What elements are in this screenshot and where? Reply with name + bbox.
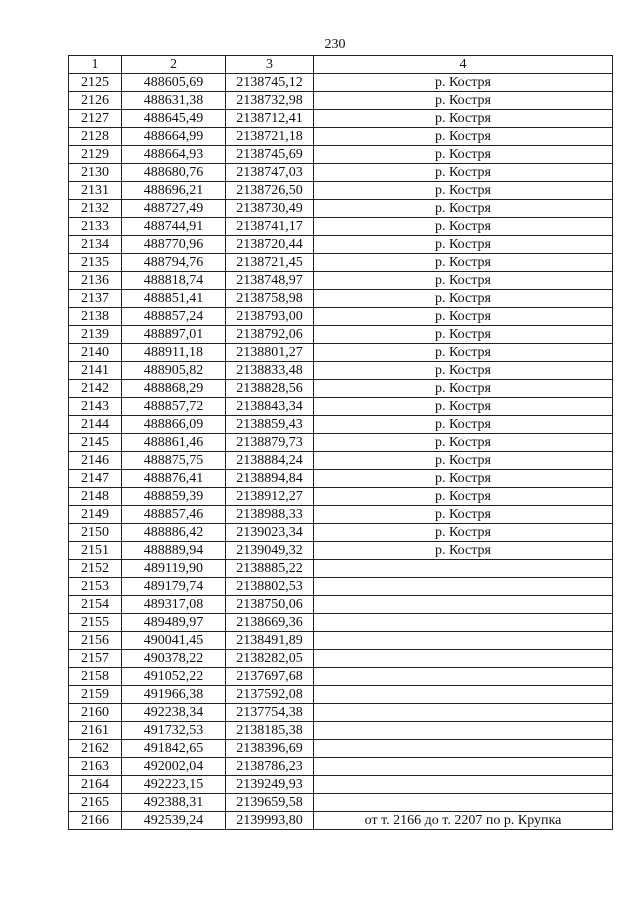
point-number-cell: 2153 bbox=[69, 578, 122, 596]
table-row bbox=[69, 812, 613, 830]
table-row bbox=[69, 704, 613, 722]
table-row bbox=[69, 110, 613, 128]
x-coordinate-cell: 488851,41 bbox=[122, 290, 226, 308]
point-number-cell: 2147 bbox=[69, 470, 122, 488]
description-cell: р. Костря bbox=[314, 524, 613, 542]
description-cell: р. Костря bbox=[314, 542, 613, 560]
description-cell bbox=[314, 560, 613, 578]
description-cell bbox=[314, 704, 613, 722]
y-coordinate-cell: 2138912,27 bbox=[226, 488, 314, 506]
y-coordinate-cell: 2138282,05 bbox=[226, 650, 314, 668]
y-coordinate-cell: 2139049,32 bbox=[226, 542, 314, 560]
y-coordinate-cell: 2138720,44 bbox=[226, 236, 314, 254]
description-cell: р. Костря bbox=[314, 308, 613, 326]
description-cell: р. Костря bbox=[314, 272, 613, 290]
point-number-cell: 2145 bbox=[69, 434, 122, 452]
table-row bbox=[69, 650, 613, 668]
point-number-cell: 2139 bbox=[69, 326, 122, 344]
table-header bbox=[69, 56, 613, 74]
table-row bbox=[69, 146, 613, 164]
table-row bbox=[69, 506, 613, 524]
point-number-cell: 2162 bbox=[69, 740, 122, 758]
table-row bbox=[69, 470, 613, 488]
y-coordinate-cell: 2139023,34 bbox=[226, 524, 314, 542]
description-cell bbox=[314, 794, 613, 812]
table-row bbox=[69, 614, 613, 632]
x-coordinate-cell: 488857,46 bbox=[122, 506, 226, 524]
description-cell: от т. 2166 до т. 2207 по р. Крупка bbox=[314, 812, 613, 830]
x-coordinate-cell: 488818,74 bbox=[122, 272, 226, 290]
description-cell: р. Костря bbox=[314, 128, 613, 146]
y-coordinate-cell: 2138491,89 bbox=[226, 632, 314, 650]
description-cell: р. Костря bbox=[314, 254, 613, 272]
y-coordinate-cell: 2137754,38 bbox=[226, 704, 314, 722]
x-coordinate-cell: 489119,90 bbox=[122, 560, 226, 578]
x-coordinate-cell: 488889,94 bbox=[122, 542, 226, 560]
description-cell bbox=[314, 740, 613, 758]
table-row bbox=[69, 182, 613, 200]
point-number-cell: 2161 bbox=[69, 722, 122, 740]
point-number-cell: 2144 bbox=[69, 416, 122, 434]
point-number-cell: 2146 bbox=[69, 452, 122, 470]
x-coordinate-cell: 490041,45 bbox=[122, 632, 226, 650]
point-number-cell: 2135 bbox=[69, 254, 122, 272]
column-header-point-number: 1 bbox=[69, 56, 122, 74]
table-row bbox=[69, 272, 613, 290]
description-cell: р. Костря bbox=[314, 326, 613, 344]
x-coordinate-cell: 488875,75 bbox=[122, 452, 226, 470]
y-coordinate-cell: 2138396,69 bbox=[226, 740, 314, 758]
y-coordinate-cell: 2138793,00 bbox=[226, 308, 314, 326]
table-row bbox=[69, 200, 613, 218]
point-number-cell: 2166 bbox=[69, 812, 122, 830]
x-coordinate-cell: 492238,34 bbox=[122, 704, 226, 722]
description-cell: р. Костря bbox=[314, 74, 613, 92]
description-cell: р. Костря bbox=[314, 290, 613, 308]
x-coordinate-cell: 488857,24 bbox=[122, 308, 226, 326]
y-coordinate-cell: 2138669,36 bbox=[226, 614, 314, 632]
point-number-cell: 2165 bbox=[69, 794, 122, 812]
point-number-cell: 2126 bbox=[69, 92, 122, 110]
description-cell: р. Костря bbox=[314, 362, 613, 380]
x-coordinate-cell: 492539,24 bbox=[122, 812, 226, 830]
table-row bbox=[69, 92, 613, 110]
y-coordinate-cell: 2138745,12 bbox=[226, 74, 314, 92]
table-row bbox=[69, 542, 613, 560]
y-coordinate-cell: 2138726,50 bbox=[226, 182, 314, 200]
description-cell: р. Костря bbox=[314, 164, 613, 182]
x-coordinate-cell: 488744,91 bbox=[122, 218, 226, 236]
table-row bbox=[69, 722, 613, 740]
description-cell: р. Костря bbox=[314, 182, 613, 200]
y-coordinate-cell: 2138894,84 bbox=[226, 470, 314, 488]
table-row bbox=[69, 416, 613, 434]
description-cell bbox=[314, 632, 613, 650]
description-cell: р. Костря bbox=[314, 200, 613, 218]
x-coordinate-cell: 489489,97 bbox=[122, 614, 226, 632]
point-number-cell: 2141 bbox=[69, 362, 122, 380]
table-row bbox=[69, 776, 613, 794]
table-row bbox=[69, 344, 613, 362]
y-coordinate-cell: 2138712,41 bbox=[226, 110, 314, 128]
x-coordinate-cell: 488664,99 bbox=[122, 128, 226, 146]
point-number-cell: 2129 bbox=[69, 146, 122, 164]
y-coordinate-cell: 2138745,69 bbox=[226, 146, 314, 164]
x-coordinate-cell: 488680,76 bbox=[122, 164, 226, 182]
description-cell: р. Костря bbox=[314, 146, 613, 164]
y-coordinate-cell: 2138750,06 bbox=[226, 596, 314, 614]
y-coordinate-cell: 2138801,27 bbox=[226, 344, 314, 362]
x-coordinate-cell: 488857,72 bbox=[122, 398, 226, 416]
column-header-description: 4 bbox=[314, 56, 613, 74]
table-row bbox=[69, 254, 613, 272]
y-coordinate-cell: 2138859,43 bbox=[226, 416, 314, 434]
header-row bbox=[69, 56, 613, 74]
table-row bbox=[69, 236, 613, 254]
point-number-cell: 2127 bbox=[69, 110, 122, 128]
x-coordinate-cell: 490378,22 bbox=[122, 650, 226, 668]
y-coordinate-cell: 2138721,18 bbox=[226, 128, 314, 146]
y-coordinate-cell: 2138792,06 bbox=[226, 326, 314, 344]
x-coordinate-cell: 488868,29 bbox=[122, 380, 226, 398]
x-coordinate-cell: 488794,76 bbox=[122, 254, 226, 272]
y-coordinate-cell: 2138758,98 bbox=[226, 290, 314, 308]
y-coordinate-cell: 2138843,34 bbox=[226, 398, 314, 416]
table-row bbox=[69, 128, 613, 146]
table-row bbox=[69, 398, 613, 416]
description-cell bbox=[314, 650, 613, 668]
description-cell: р. Костря bbox=[314, 416, 613, 434]
description-cell: р. Костря bbox=[314, 434, 613, 452]
point-number-cell: 2133 bbox=[69, 218, 122, 236]
y-coordinate-cell: 2138786,23 bbox=[226, 758, 314, 776]
description-cell bbox=[314, 578, 613, 596]
x-coordinate-cell: 488861,46 bbox=[122, 434, 226, 452]
x-coordinate-cell: 488727,49 bbox=[122, 200, 226, 218]
table-row bbox=[69, 560, 613, 578]
description-cell bbox=[314, 776, 613, 794]
point-number-cell: 2148 bbox=[69, 488, 122, 506]
point-number-cell: 2125 bbox=[69, 74, 122, 92]
point-number-cell: 2128 bbox=[69, 128, 122, 146]
column-header-x: 2 bbox=[122, 56, 226, 74]
point-number-cell: 2156 bbox=[69, 632, 122, 650]
point-number-cell: 2138 bbox=[69, 308, 122, 326]
description-cell: р. Костря bbox=[314, 344, 613, 362]
table-row bbox=[69, 74, 613, 92]
y-coordinate-cell: 2138185,38 bbox=[226, 722, 314, 740]
y-coordinate-cell: 2138732,98 bbox=[226, 92, 314, 110]
description-cell: р. Костря bbox=[314, 110, 613, 128]
point-number-cell: 2163 bbox=[69, 758, 122, 776]
point-number-cell: 2164 bbox=[69, 776, 122, 794]
table-row bbox=[69, 218, 613, 236]
y-coordinate-cell: 2137697,68 bbox=[226, 668, 314, 686]
point-number-cell: 2132 bbox=[69, 200, 122, 218]
description-cell: р. Костря bbox=[314, 218, 613, 236]
y-coordinate-cell: 2138721,45 bbox=[226, 254, 314, 272]
y-coordinate-cell: 2138741,17 bbox=[226, 218, 314, 236]
x-coordinate-cell: 488905,82 bbox=[122, 362, 226, 380]
y-coordinate-cell: 2139993,80 bbox=[226, 812, 314, 830]
y-coordinate-cell: 2138828,56 bbox=[226, 380, 314, 398]
x-coordinate-cell: 488605,69 bbox=[122, 74, 226, 92]
table-row bbox=[69, 362, 613, 380]
table-row bbox=[69, 308, 613, 326]
x-coordinate-cell: 491966,38 bbox=[122, 686, 226, 704]
x-coordinate-cell: 488886,42 bbox=[122, 524, 226, 542]
y-coordinate-cell: 2138884,24 bbox=[226, 452, 314, 470]
table-body bbox=[69, 74, 613, 830]
point-number-cell: 2159 bbox=[69, 686, 122, 704]
x-coordinate-cell: 488645,49 bbox=[122, 110, 226, 128]
y-coordinate-cell: 2138833,48 bbox=[226, 362, 314, 380]
column-header-y: 3 bbox=[226, 56, 314, 74]
point-number-cell: 2158 bbox=[69, 668, 122, 686]
point-number-cell: 2142 bbox=[69, 380, 122, 398]
x-coordinate-cell: 492388,31 bbox=[122, 794, 226, 812]
description-cell bbox=[314, 722, 613, 740]
description-cell bbox=[314, 668, 613, 686]
y-coordinate-cell: 2138885,22 bbox=[226, 560, 314, 578]
description-cell: р. Костря bbox=[314, 470, 613, 488]
description-cell bbox=[314, 686, 613, 704]
x-coordinate-cell: 488897,01 bbox=[122, 326, 226, 344]
table-row bbox=[69, 596, 613, 614]
y-coordinate-cell: 2139659,58 bbox=[226, 794, 314, 812]
x-coordinate-cell: 488866,09 bbox=[122, 416, 226, 434]
table-row bbox=[69, 632, 613, 650]
description-cell: р. Костря bbox=[314, 506, 613, 524]
description-cell: р. Костря bbox=[314, 92, 613, 110]
x-coordinate-cell: 488631,38 bbox=[122, 92, 226, 110]
point-number-cell: 2130 bbox=[69, 164, 122, 182]
coordinates-table bbox=[68, 55, 613, 830]
point-number-cell: 2152 bbox=[69, 560, 122, 578]
point-number-cell: 2143 bbox=[69, 398, 122, 416]
point-number-cell: 2140 bbox=[69, 344, 122, 362]
page-number: 230 bbox=[324, 37, 346, 52]
x-coordinate-cell: 491842,65 bbox=[122, 740, 226, 758]
x-coordinate-cell: 491732,53 bbox=[122, 722, 226, 740]
point-number-cell: 2151 bbox=[69, 542, 122, 560]
table-row bbox=[69, 488, 613, 506]
point-number-cell: 2137 bbox=[69, 290, 122, 308]
x-coordinate-cell: 488664,93 bbox=[122, 146, 226, 164]
description-cell: р. Костря bbox=[314, 398, 613, 416]
table-row bbox=[69, 758, 613, 776]
point-number-cell: 2134 bbox=[69, 236, 122, 254]
point-number-cell: 2160 bbox=[69, 704, 122, 722]
table-row bbox=[69, 452, 613, 470]
y-coordinate-cell: 2138748,97 bbox=[226, 272, 314, 290]
description-cell bbox=[314, 614, 613, 632]
description-cell: р. Костря bbox=[314, 380, 613, 398]
x-coordinate-cell: 488859,39 bbox=[122, 488, 226, 506]
description-cell: р. Костря bbox=[314, 488, 613, 506]
y-coordinate-cell: 2137592,08 bbox=[226, 686, 314, 704]
y-coordinate-cell: 2138747,03 bbox=[226, 164, 314, 182]
point-number-cell: 2150 bbox=[69, 524, 122, 542]
table-row bbox=[69, 326, 613, 344]
y-coordinate-cell: 2138879,73 bbox=[226, 434, 314, 452]
table-row bbox=[69, 524, 613, 542]
x-coordinate-cell: 488770,96 bbox=[122, 236, 226, 254]
description-cell: р. Костря bbox=[314, 452, 613, 470]
x-coordinate-cell: 488696,21 bbox=[122, 182, 226, 200]
x-coordinate-cell: 491052,22 bbox=[122, 668, 226, 686]
point-number-cell: 2155 bbox=[69, 614, 122, 632]
point-number-cell: 2157 bbox=[69, 650, 122, 668]
x-coordinate-cell: 489179,74 bbox=[122, 578, 226, 596]
table-row bbox=[69, 740, 613, 758]
table-row bbox=[69, 380, 613, 398]
table-row bbox=[69, 578, 613, 596]
y-coordinate-cell: 2138730,49 bbox=[226, 200, 314, 218]
table-row bbox=[69, 290, 613, 308]
table-row bbox=[69, 668, 613, 686]
description-cell bbox=[314, 596, 613, 614]
x-coordinate-cell: 488911,18 bbox=[122, 344, 226, 362]
y-coordinate-cell: 2138988,33 bbox=[226, 506, 314, 524]
description-cell bbox=[314, 758, 613, 776]
description-cell: р. Костря bbox=[314, 236, 613, 254]
y-coordinate-cell: 2138802,53 bbox=[226, 578, 314, 596]
point-number-cell: 2149 bbox=[69, 506, 122, 524]
table-row bbox=[69, 686, 613, 704]
table-row bbox=[69, 164, 613, 182]
table-row bbox=[69, 434, 613, 452]
x-coordinate-cell: 492223,15 bbox=[122, 776, 226, 794]
point-number-cell: 2131 bbox=[69, 182, 122, 200]
y-coordinate-cell: 2139249,93 bbox=[226, 776, 314, 794]
point-number-cell: 2136 bbox=[69, 272, 122, 290]
x-coordinate-cell: 488876,41 bbox=[122, 470, 226, 488]
x-coordinate-cell: 492002,04 bbox=[122, 758, 226, 776]
point-number-cell: 2154 bbox=[69, 596, 122, 614]
x-coordinate-cell: 489317,08 bbox=[122, 596, 226, 614]
table-row bbox=[69, 794, 613, 812]
